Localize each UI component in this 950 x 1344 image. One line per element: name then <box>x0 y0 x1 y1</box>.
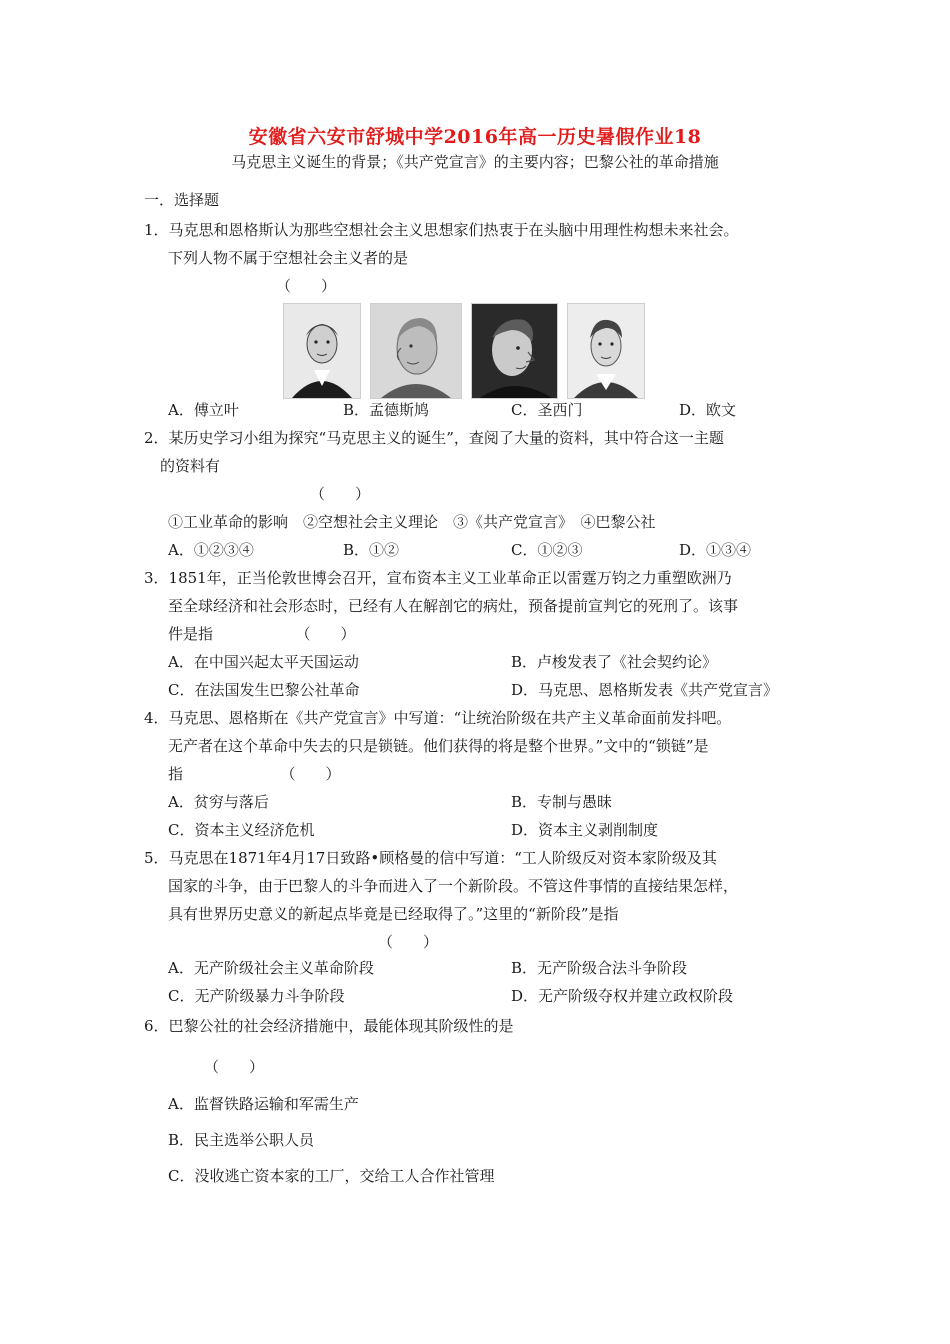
portrait-saint-simon <box>471 303 558 399</box>
q5-option-b[interactable]: B．无产阶级合法斗争阶段 <box>511 959 688 977</box>
q5-line-3: 具有世界历史意义的新起点毕竟是已经取得了。”这里的“新阶段”是指 <box>168 905 619 923</box>
q2-option-c[interactable]: C．①②③ <box>511 541 583 559</box>
q3-option-d[interactable]: D．马克思、恩格斯发表《共产党宣言》 <box>511 681 779 699</box>
q1-option-c[interactable]: C．圣西门 <box>511 401 583 419</box>
q4-option-c[interactable]: C．资本主义经济危机 <box>168 821 315 839</box>
q3-line-1: 3．1851年，正当伦敦世博会召开，宣布资本主义工业革命正以雷霆万钧之力重塑欧洲乃 <box>144 569 732 587</box>
q1-line-1: 1．马克思和恩格斯认为那些空想社会主义思想家们热衷于在头脑中用理性构想未来社会。 <box>144 221 739 239</box>
q5-option-c[interactable]: C．无产阶级暴力斗争阶段 <box>168 987 345 1005</box>
q2-statements: ①工业革命的影响 ②空想社会主义理论 ③《共产党宣言》 ④巴黎公社 <box>168 513 656 531</box>
q1-answer-bracket: （ ） <box>276 277 337 295</box>
q1-option-b[interactable]: B．孟德斯鸠 <box>343 401 430 419</box>
q4-option-a[interactable]: A．贫穷与落后 <box>168 793 269 811</box>
q5-option-d[interactable]: D．无产阶级夺权并建立政权阶段 <box>511 987 734 1005</box>
q4-option-d[interactable]: D．资本主义剥削制度 <box>511 821 659 839</box>
q6-line-1: 6．巴黎公社的社会经济措施中，最能体现其阶级性的是 <box>144 1017 514 1035</box>
q2-answer-bracket: （ ） <box>310 485 371 503</box>
q3-line-2: 至全球经济和社会形态时，已经有人在解剖它的病灶，预备提前宣判它的死刑了。该事 <box>168 597 739 615</box>
q4-line-3: 指 （ ） <box>168 765 341 783</box>
q2-line-1: 2．某历史学习小组为探究“马克思主义的诞生”，查阅了大量的资料，其中符合这一主题 <box>144 429 724 447</box>
q3-option-c[interactable]: C．在法国发生巴黎公社革命 <box>168 681 360 699</box>
q6-option-b[interactable]: B．民主选举公职人员 <box>168 1131 315 1149</box>
q6-option-c[interactable]: C．没收逃亡资本家的工厂，交给工人合作社管理 <box>168 1167 495 1185</box>
q2-option-d[interactable]: D．①③④ <box>679 541 752 559</box>
q1-option-d[interactable]: D．欧文 <box>679 401 737 419</box>
q2-option-a[interactable]: A．①②③④ <box>168 541 254 559</box>
q3-option-a[interactable]: A．在中国兴起太平天国运动 <box>168 653 359 671</box>
q4-line-2: 无产者在这个革命中失去的只是锁链。他们获得的将是整个世界。”文中的“锁链”是 <box>168 737 709 755</box>
q1-option-a[interactable]: A．傅立叶 <box>168 401 239 419</box>
q1-line-2: 下列人物不属于空想社会主义者的是 <box>168 249 409 267</box>
portrait-montesquieu <box>370 303 462 399</box>
q2-option-b[interactable]: B．①② <box>343 541 400 559</box>
q5-answer-bracket: （ ） <box>378 933 439 951</box>
portrait-fourier <box>283 303 361 399</box>
document-subtitle: 马克思主义诞生的背景；《共产党宣言》的主要内容；巴黎公社的革命措施 <box>231 153 719 171</box>
q4-line-1: 4．马克思、恩格斯在《共产党宣言》中写道：“让统治阶级在共产主义革命面前发抖吧。 <box>144 709 732 727</box>
q6-option-a[interactable]: A．监督铁路运输和军需生产 <box>168 1095 359 1113</box>
q5-option-a[interactable]: A．无产阶级社会主义革命阶段 <box>168 959 374 977</box>
q5-line-2: 国家的斗争，由于巴黎人的斗争而进入了一个新阶段。不管这件事情的直接结果怎样， <box>168 877 739 895</box>
q4-option-b[interactable]: B．专制与愚昧 <box>511 793 613 811</box>
q3-option-b[interactable]: B．卢梭发表了《社会契约论》 <box>511 653 718 671</box>
portrait-owen <box>567 303 645 399</box>
q3-line-3: 件是指 （ ） <box>168 625 356 643</box>
q2-line-2: 的资料有 <box>160 457 221 475</box>
q5-line-1: 5．马克思在1871年4月17日致路•顾格曼的信中写道：“工人阶级反对资本家阶级及其 <box>144 849 717 867</box>
section-heading: 一．选择题 <box>144 191 220 209</box>
q6-answer-bracket: （ ） <box>204 1058 265 1076</box>
document-title: 安徽省六安市舒城中学2016年高一历史暑假作业18 <box>248 126 702 148</box>
